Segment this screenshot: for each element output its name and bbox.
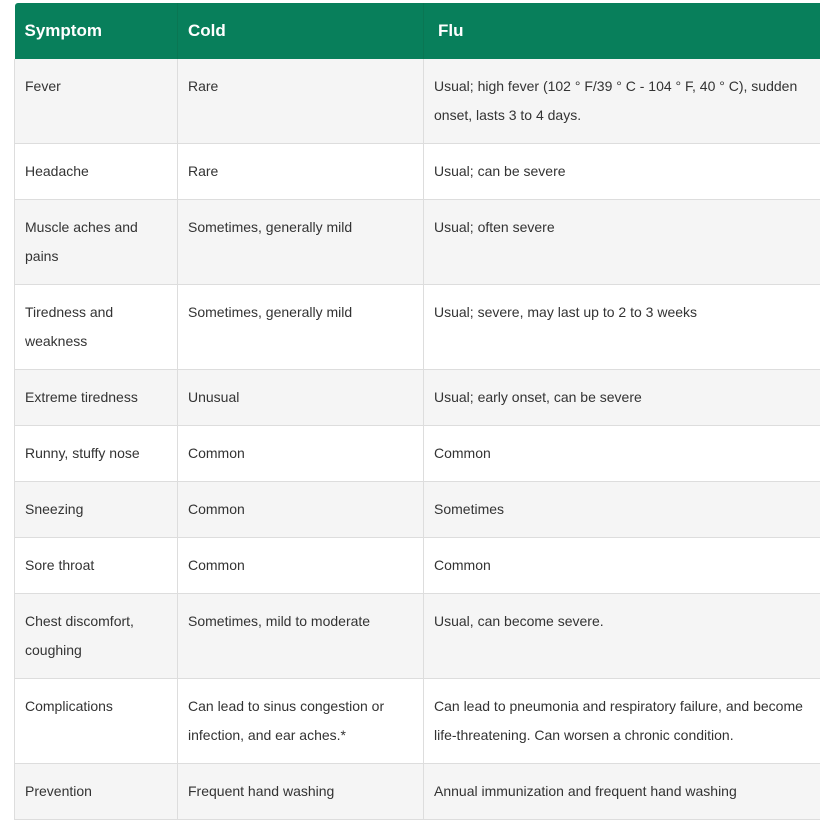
cell-symptom: Runny, stuffy nose xyxy=(15,426,178,482)
cell-cold: Rare xyxy=(178,59,424,144)
cell-flu: Can lead to pneumonia and respiratory failure, and become life-threatening. Can worsen a chronic condition. xyxy=(424,679,820,764)
cell-flu: Common xyxy=(424,538,820,594)
cell-flu: Usual; can be severe xyxy=(424,144,820,200)
table-row xyxy=(15,285,820,370)
table-row xyxy=(15,538,820,594)
cell-flu: Sometimes xyxy=(424,482,820,538)
comparison-table-container xyxy=(14,3,820,820)
cell-symptom: Headache xyxy=(15,144,178,200)
header-symptom: Symptom xyxy=(15,3,178,59)
table-row xyxy=(15,59,820,144)
table-body xyxy=(15,59,820,820)
table-row xyxy=(15,144,820,200)
cell-symptom: Sore throat xyxy=(15,538,178,594)
cell-cold: Sometimes, mild to moderate xyxy=(178,594,424,679)
cell-cold: Sometimes, generally mild xyxy=(178,285,424,370)
cell-cold: Common xyxy=(178,426,424,482)
cell-flu: Common xyxy=(424,426,820,482)
cell-symptom: Sneezing xyxy=(15,482,178,538)
cell-cold: Common xyxy=(178,482,424,538)
cell-flu: Usual; early onset, can be severe xyxy=(424,370,820,426)
cell-cold: Can lead to sinus congestion or infection, and ear aches.* xyxy=(178,679,424,764)
cell-symptom: Complications xyxy=(15,679,178,764)
table-row xyxy=(15,482,820,538)
cell-cold: Common xyxy=(178,538,424,594)
header-flu: Flu xyxy=(424,3,820,59)
cell-flu: Usual; high fever (102 ° F/39 ° C - 104 ° F, 40 ° C), sudden onset, lasts 3 to 4 days. xyxy=(424,59,820,144)
cell-flu: Usual; often severe xyxy=(424,200,820,285)
cell-symptom: Chest discomfort, coughing xyxy=(15,594,178,679)
cell-flu: Usual; severe, may last up to 2 to 3 weeks xyxy=(424,285,820,370)
table-row xyxy=(15,370,820,426)
cell-symptom: Tiredness and weakness xyxy=(15,285,178,370)
cell-symptom: Muscle aches and pains xyxy=(15,200,178,285)
table-row xyxy=(15,594,820,679)
cold-vs-flu-table xyxy=(14,3,820,820)
table-row xyxy=(15,426,820,482)
header-cold: Cold xyxy=(178,3,424,59)
cell-flu: Annual immunization and frequent hand washing xyxy=(424,764,820,820)
table-row xyxy=(15,200,820,285)
cell-flu: Usual, can become severe. xyxy=(424,594,820,679)
cell-cold: Sometimes, generally mild xyxy=(178,200,424,285)
header-row xyxy=(15,3,820,59)
cell-cold: Frequent hand washing xyxy=(178,764,424,820)
cell-symptom: Fever xyxy=(15,59,178,144)
table-header xyxy=(15,3,820,59)
cell-symptom: Prevention xyxy=(15,764,178,820)
cell-cold: Rare xyxy=(178,144,424,200)
table-row xyxy=(15,764,820,820)
cell-symptom: Extreme tiredness xyxy=(15,370,178,426)
cell-cold: Unusual xyxy=(178,370,424,426)
table-row xyxy=(15,679,820,764)
